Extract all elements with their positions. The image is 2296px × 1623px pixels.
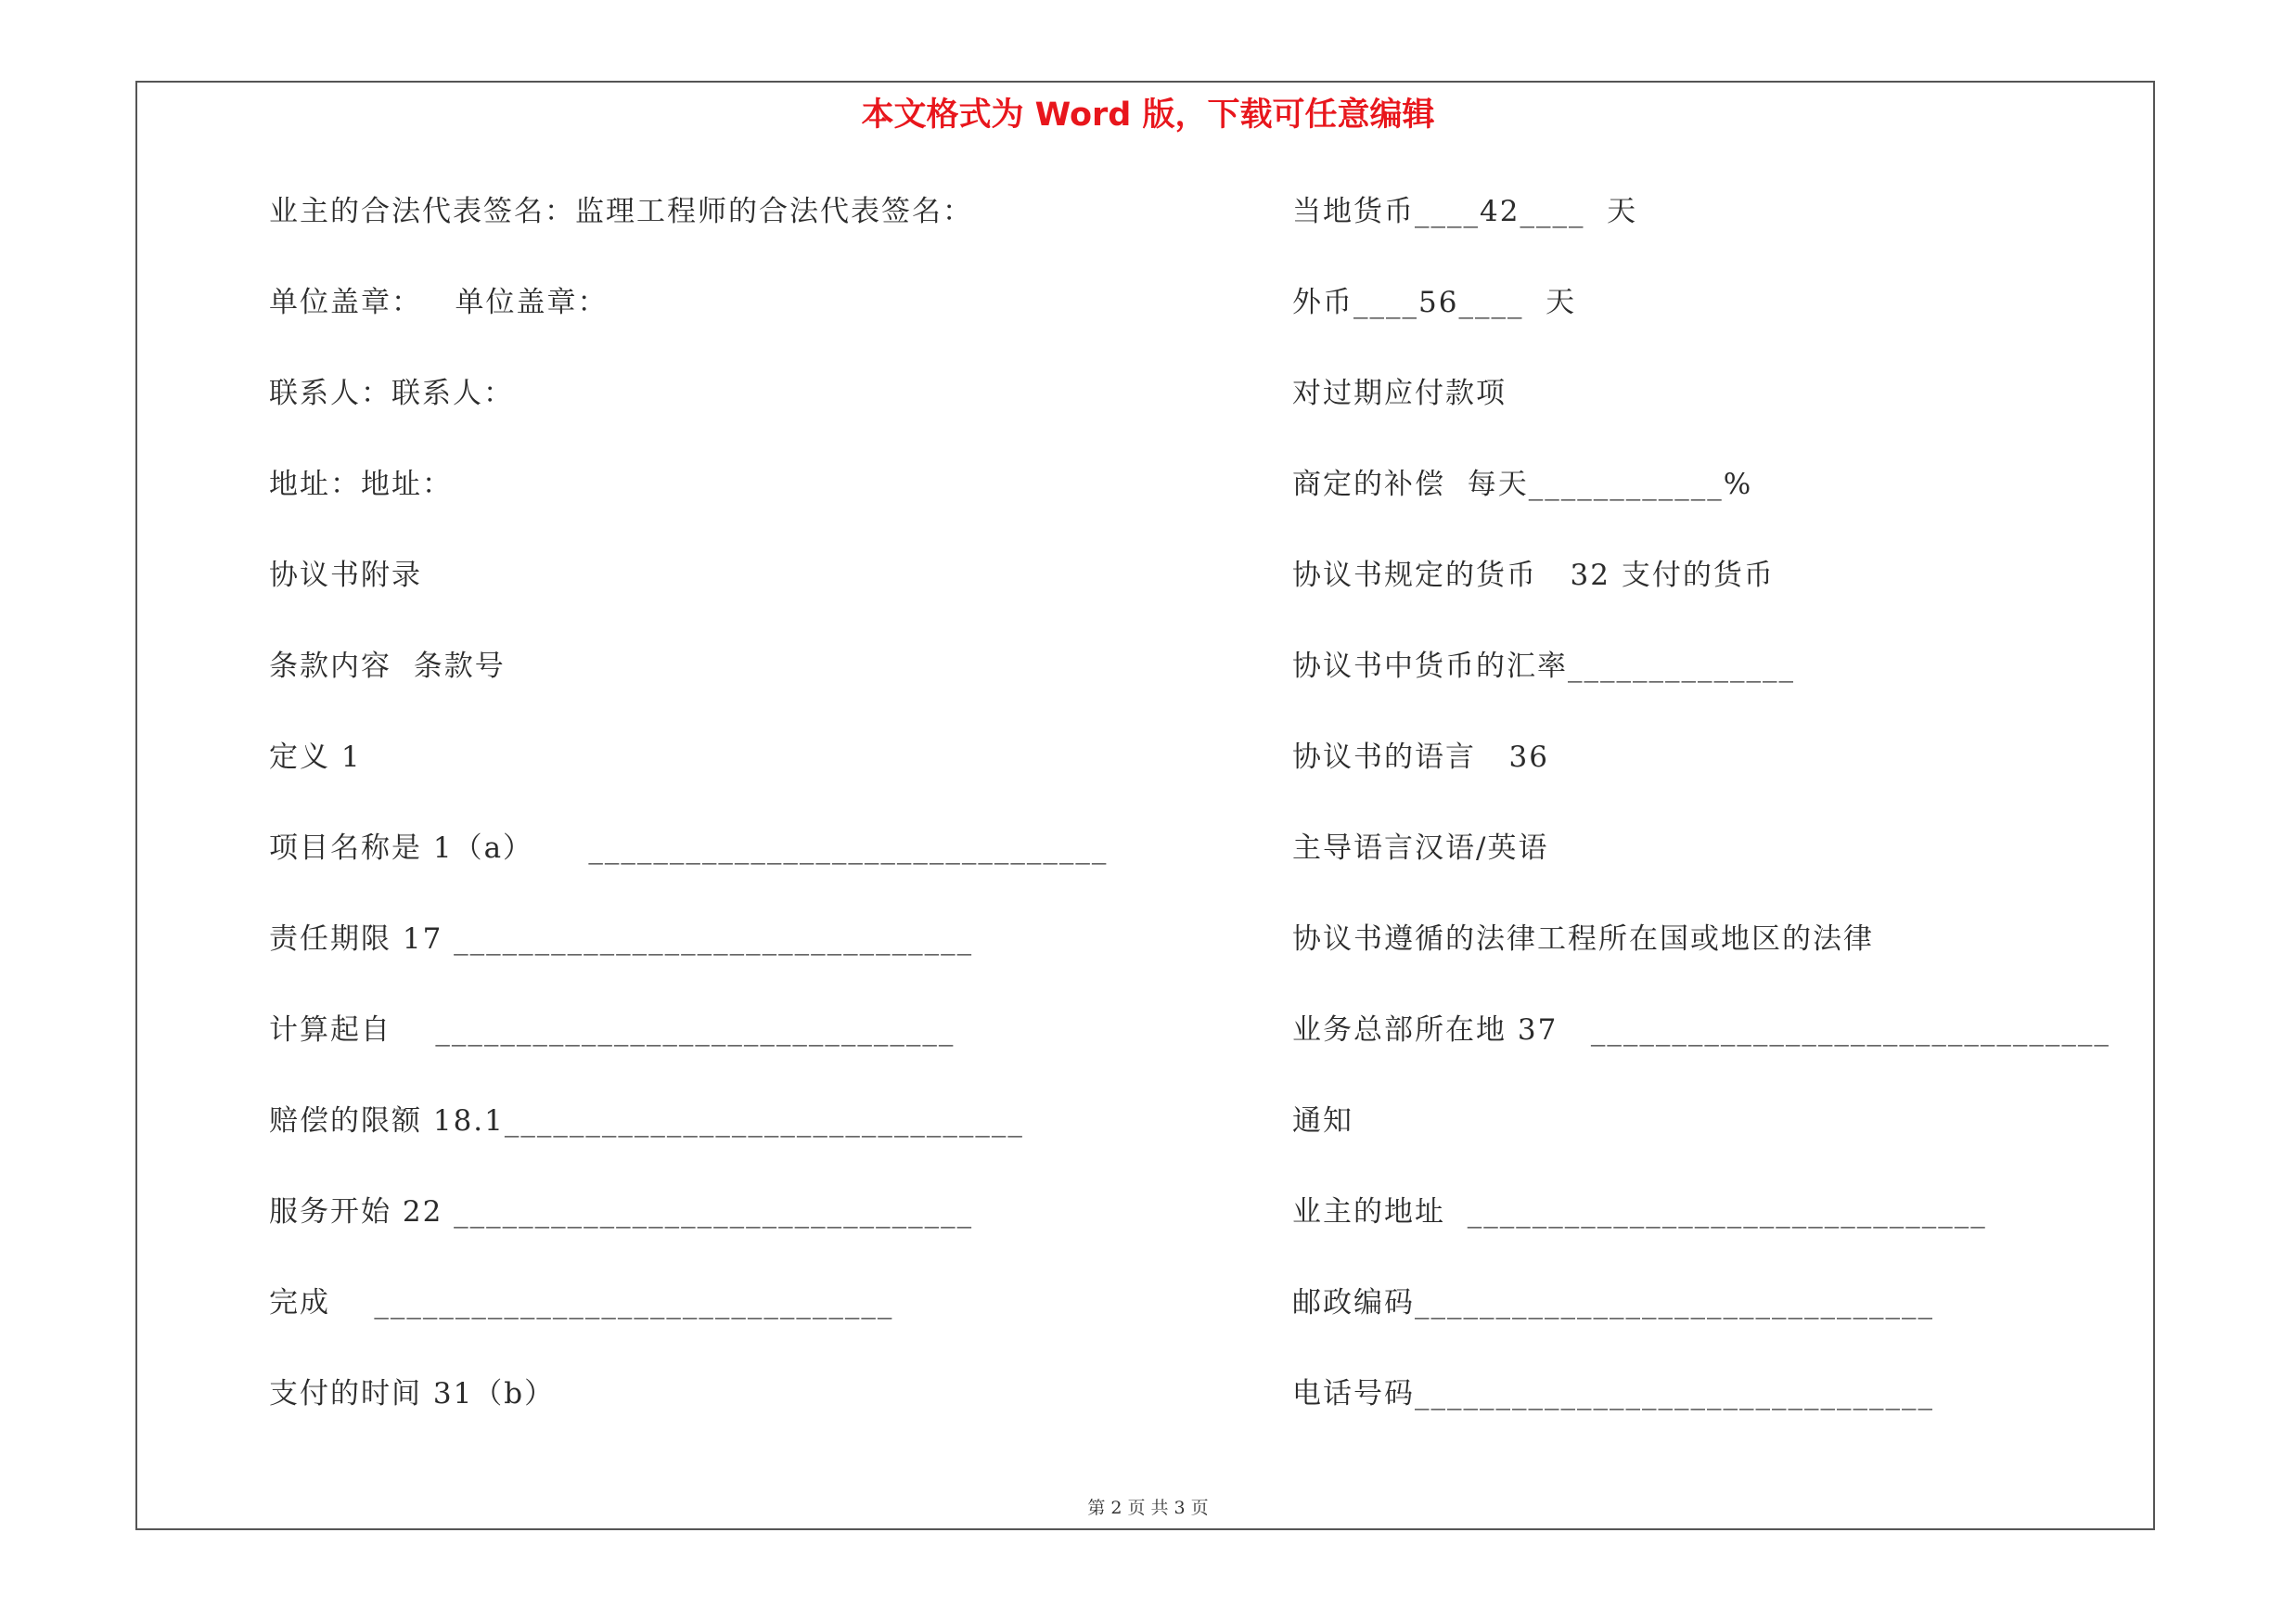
left-line-signatures: 业主的合法代表签名：监理工程师的合法代表签名：: [269, 195, 973, 228]
right-line-currency: 协议书规定的货币 32 支付的货币: [1292, 559, 1775, 592]
format-banner: 本文格式为 Word 版，下载可任意编辑: [861, 97, 1435, 134]
left-line-appendix: 协议书附录: [269, 559, 422, 592]
left-line-definition: 定义 1: [269, 741, 362, 774]
left-line-address: 地址：地址：: [269, 468, 453, 501]
right-line-phone: 电话号码________________________________: [1292, 1377, 1934, 1410]
right-line-agreed-compensation: 商定的补偿 每天____________%: [1292, 468, 1753, 501]
right-line-overdue: 对过期应付款项: [1292, 377, 1507, 410]
right-line-governing-law: 协议书遵循的法律工程所在国或地区的法律: [1292, 922, 1874, 956]
right-line-local-currency: 当地货币____42____ 天: [1292, 195, 1638, 228]
left-line-calculated-from: 计算起自 ________________________________: [269, 1013, 956, 1047]
left-line-payment-time: 支付的时间 31（b）: [269, 1377, 556, 1410]
left-line-service-start: 服务开始 22 ________________________________: [269, 1195, 974, 1229]
left-line-compensation-limit: 赔偿的限额 18.1________________________________: [269, 1104, 1024, 1138]
page-number: 第 2 页 共 3 页: [1087, 1498, 1209, 1518]
left-line-completion: 完成 ________________________________: [269, 1286, 894, 1320]
left-line-contact: 联系人：联系人：: [269, 377, 514, 410]
right-line-owner-address: 业主的地址 ________________________________: [1292, 1195, 1987, 1229]
left-line-clause-header: 条款内容 条款号: [269, 650, 506, 683]
right-line-postal-code: 邮政编码________________________________: [1292, 1286, 1934, 1320]
right-line-notice: 通知: [1292, 1104, 1353, 1138]
right-line-exchange-rate: 协议书中货币的汇率______________: [1292, 650, 1795, 683]
left-line-project-name: 项目名称是 1（a） ________________________________: [269, 831, 1109, 865]
right-line-headquarters: 业务总部所在地 37 ________________________________: [1292, 1013, 2110, 1047]
right-line-main-language: 主导语言汉语/英语: [1292, 831, 1549, 865]
left-line-liability-period: 责任期限 17 ________________________________: [269, 922, 974, 956]
right-line-foreign-currency: 外币____56____ 天: [1292, 286, 1577, 319]
left-line-seal: 单位盖章： 单位盖章：: [269, 286, 609, 319]
right-line-language: 协议书的语言 36: [1292, 741, 1550, 774]
